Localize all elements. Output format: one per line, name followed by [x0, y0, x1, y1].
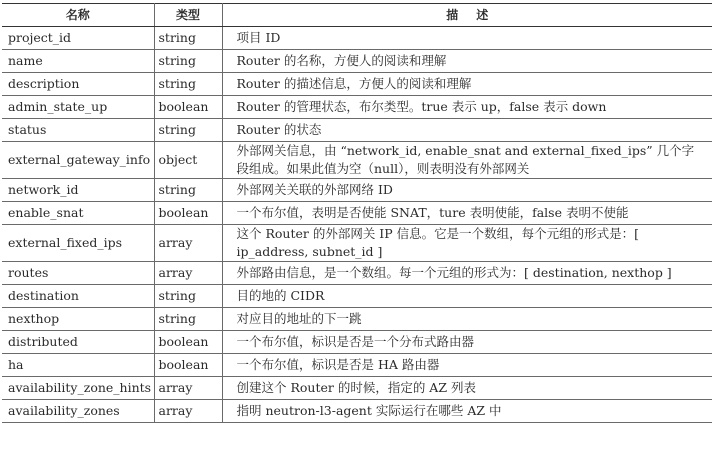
field-type: array	[154, 262, 222, 285]
field-description: Router 的名称，方便人的阅读和理解	[222, 50, 712, 73]
header-row	[2, 4, 712, 27]
field-name: nexthop	[2, 308, 154, 331]
field-description: 对应目的地址的下一跳	[222, 308, 712, 331]
table-row	[2, 331, 712, 354]
field-name: name	[2, 50, 154, 73]
field-description: Router 的管理状态，布尔类型。true 表示 up，false 表示 down	[222, 96, 712, 119]
field-type: array	[154, 377, 222, 400]
table-row	[2, 225, 712, 262]
table-row	[2, 96, 712, 119]
table-row	[2, 119, 712, 142]
field-description: Router 的状态	[222, 119, 712, 142]
table-row	[2, 179, 712, 202]
field-type: object	[154, 142, 222, 179]
field-name: availability_zones	[2, 400, 154, 423]
table-row	[2, 262, 712, 285]
field-description: 外部网关信息，由 “network_id, enable_snat and external_fixed_ips” 几个字段组成。如果此值为空（null），则表明没有外部网关	[222, 142, 712, 179]
field-type: string	[154, 285, 222, 308]
table-row	[2, 285, 712, 308]
field-description: 外部网关关联的外部网络 ID	[222, 179, 712, 202]
field-type: string	[154, 179, 222, 202]
field-name: ha	[2, 354, 154, 377]
field-type: string	[154, 119, 222, 142]
field-description: 项目 ID	[222, 27, 712, 50]
table-row	[2, 354, 712, 377]
field-name: external_gateway_info	[2, 142, 154, 179]
field-description: 一个布尔值，表明是否使能 SNAT，ture 表明使能，false 表明不使能	[222, 202, 712, 225]
field-type: array	[154, 225, 222, 262]
field-type: boolean	[154, 202, 222, 225]
field-type: string	[154, 27, 222, 50]
field-type: boolean	[154, 96, 222, 119]
table-row	[2, 308, 712, 331]
table-row	[2, 377, 712, 400]
field-name: enable_snat	[2, 202, 154, 225]
router-attributes-table-container	[2, 3, 712, 423]
field-description: 指明 neutron-l3-agent 实际运行在哪些 AZ 中	[222, 400, 712, 423]
table-row	[2, 202, 712, 225]
table-row	[2, 400, 712, 423]
field-type: array	[154, 400, 222, 423]
field-description: 一个布尔值，标识是否是 HA 路由器	[222, 354, 712, 377]
header-description: 描述	[222, 4, 712, 27]
field-description: 创建这个 Router 的时候，指定的 AZ 列表	[222, 377, 712, 400]
field-description: 这个 Router 的外部网关 IP 信息。它是一个数组，每个元组的形式是：[ ip_address, subnet_id ]	[222, 225, 712, 262]
field-type: boolean	[154, 354, 222, 377]
field-description: 目的地的 CIDR	[222, 285, 712, 308]
header-type: 类型	[154, 4, 222, 27]
field-name: distributed	[2, 331, 154, 354]
field-description: 外部路由信息，是一个数组。每一个元组的形式为：[ destination, nexthop ]	[222, 262, 712, 285]
field-name: admin_state_up	[2, 96, 154, 119]
field-name: external_fixed_ips	[2, 225, 154, 262]
field-name: availability_zone_hints	[2, 377, 154, 400]
table-row	[2, 50, 712, 73]
field-name: routes	[2, 262, 154, 285]
field-name: description	[2, 73, 154, 96]
field-description: Router 的描述信息，方便人的阅读和理解	[222, 73, 712, 96]
table-row	[2, 27, 712, 50]
field-name: status	[2, 119, 154, 142]
field-type: string	[154, 308, 222, 331]
header-name: 名称	[2, 4, 154, 27]
field-name: project_id	[2, 27, 154, 50]
table-row	[2, 73, 712, 96]
router-attributes-table	[2, 3, 712, 423]
field-name: destination	[2, 285, 154, 308]
field-type: boolean	[154, 331, 222, 354]
field-type: string	[154, 73, 222, 96]
field-name: network_id	[2, 179, 154, 202]
field-description: 一个布尔值，标识是否是一个分布式路由器	[222, 331, 712, 354]
table-row	[2, 142, 712, 179]
field-type: string	[154, 50, 222, 73]
